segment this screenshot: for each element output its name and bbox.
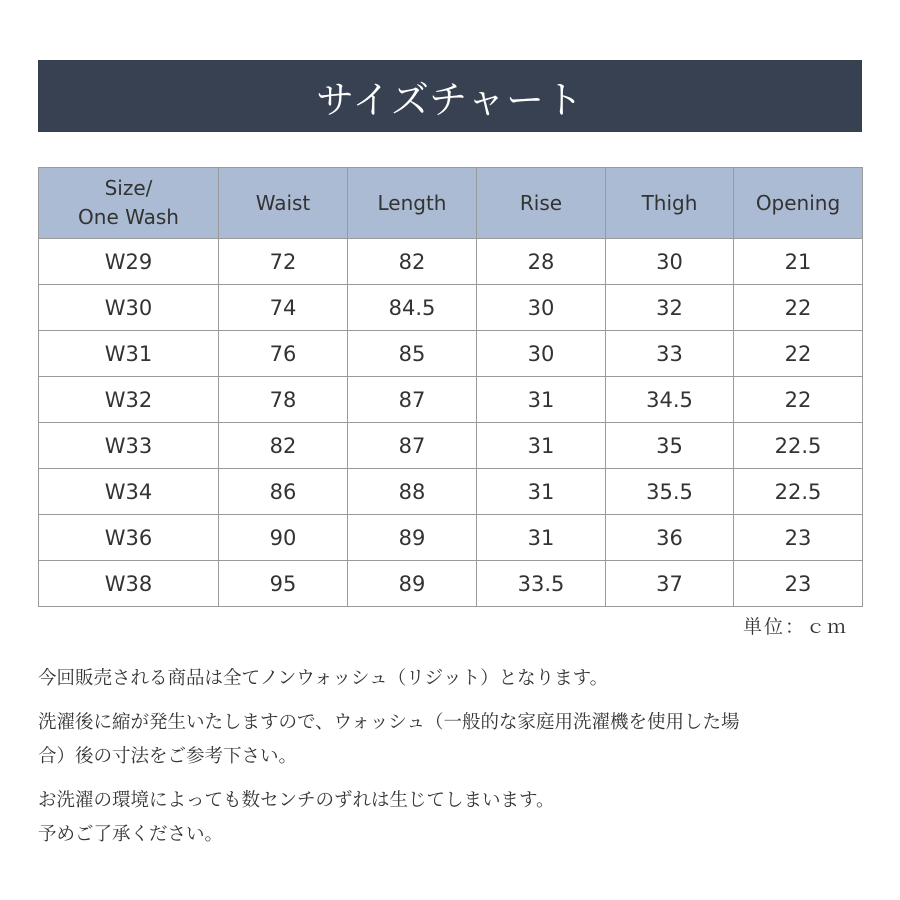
cell-waist: 78: [219, 377, 348, 423]
cell-rise: 31: [477, 515, 606, 561]
cell-thigh: 37: [606, 561, 734, 607]
cell-length: 85: [348, 331, 477, 377]
cell-thigh: 32: [606, 285, 734, 331]
cell-thigh: 34.5: [606, 377, 734, 423]
table-row: [39, 239, 863, 285]
cell-thigh: 35: [606, 423, 734, 469]
table-row: [39, 469, 863, 515]
cell-rise: 31: [477, 469, 606, 515]
cell-rise: 33.5: [477, 561, 606, 607]
cell-size: W38: [39, 561, 219, 607]
cell-thigh: 33: [606, 331, 734, 377]
cell-waist: 90: [219, 515, 348, 561]
table-row: [39, 377, 863, 423]
note-line: 今回販売される商品は全てノンウォッシュ（リジット）となります。: [38, 668, 609, 689]
cell-opening: 23: [734, 515, 863, 561]
cell-length: 88: [348, 469, 477, 515]
cell-waist: 82: [219, 423, 348, 469]
table-row: [39, 285, 863, 331]
table-row: [39, 515, 863, 561]
title-banner: [38, 60, 862, 132]
page-title: サイズチャート: [315, 77, 585, 122]
cell-size: W36: [39, 515, 219, 561]
note-line: 予めご了承ください。: [38, 824, 224, 845]
header-opening: Opening: [734, 168, 863, 239]
cell-opening: 21: [734, 239, 863, 285]
unit-label: 単位：ｃｍ: [742, 616, 848, 638]
cell-opening: 22: [734, 331, 863, 377]
header-size-line1: Size/: [104, 176, 153, 200]
cell-waist: 86: [219, 469, 348, 515]
cell-thigh: 35.5: [606, 469, 734, 515]
cell-rise: 30: [477, 285, 606, 331]
cell-waist: 72: [219, 239, 348, 285]
header-rise: Rise: [477, 168, 606, 239]
cell-size: W31: [39, 331, 219, 377]
header-waist: Waist: [219, 168, 348, 239]
cell-rise: 31: [477, 377, 606, 423]
cell-length: 82: [348, 239, 477, 285]
cell-thigh: 30: [606, 239, 734, 285]
cell-opening: 22.5: [734, 469, 863, 515]
cell-rise: 28: [477, 239, 606, 285]
cell-length: 87: [348, 377, 477, 423]
cell-size: W29: [39, 239, 219, 285]
header-thigh: Thigh: [606, 168, 734, 239]
cell-size: W34: [39, 469, 219, 515]
table-row: [39, 423, 863, 469]
table-header-row: [39, 168, 863, 239]
cell-thigh: 36: [606, 515, 734, 561]
cell-opening: 23: [734, 561, 863, 607]
cell-opening: 22: [734, 285, 863, 331]
note-line: 合）後の寸法をご参考下さい。: [38, 746, 298, 767]
note-line: 洗濯後に縮が発生いたしますので、ウォッシュ（一般的な家庭用洗濯機を使用した場: [38, 712, 740, 733]
header-size-line2: One Wash: [78, 205, 179, 229]
cell-length: 89: [348, 561, 477, 607]
size-chart-table: [38, 167, 863, 607]
notes-section: [38, 662, 868, 852]
cell-waist: 95: [219, 561, 348, 607]
cell-length: 87: [348, 423, 477, 469]
cell-length: 89: [348, 515, 477, 561]
table-body: [39, 239, 863, 607]
cell-opening: 22.5: [734, 423, 863, 469]
table-row: [39, 331, 863, 377]
cell-size: W32: [39, 377, 219, 423]
cell-waist: 76: [219, 331, 348, 377]
cell-rise: 30: [477, 331, 606, 377]
cell-waist: 74: [219, 285, 348, 331]
header-size: [39, 168, 219, 239]
cell-length: 84.5: [348, 285, 477, 331]
cell-opening: 22: [734, 377, 863, 423]
note-line: お洗濯の環境によっても数センチのずれは生じてしまいます。: [38, 790, 555, 811]
header-length: Length: [348, 168, 477, 239]
cell-size: W30: [39, 285, 219, 331]
cell-size: W33: [39, 423, 219, 469]
cell-rise: 31: [477, 423, 606, 469]
table-row: [39, 561, 863, 607]
